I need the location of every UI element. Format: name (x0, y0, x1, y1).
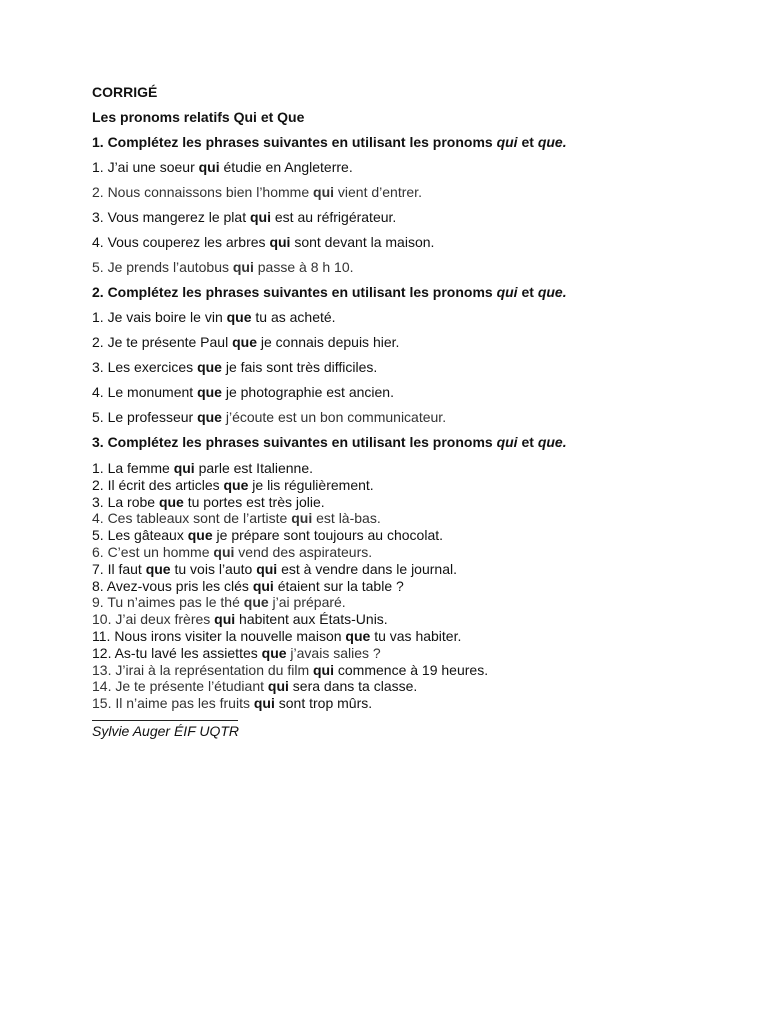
exercise-sentence: 4. Vous couperez les arbres qui sont devant la maison. (92, 234, 435, 250)
answer-key-document (92, 84, 732, 739)
exercise-sentence: 1. La femme qui parle est Italienne. (92, 460, 313, 476)
exercise-sentence: 4. Ces tableaux sont de l’artiste qui est là-bas. (92, 510, 381, 527)
exercise-sentence: 6. C’est un homme qui vend des aspirateurs. (92, 543, 373, 560)
exercise-sentence: 8. Avez-vous pris les clés qui étaient sur la table ? (92, 577, 404, 594)
exercise-sentence: 5. Le professeur que j’écoute est un bon communicateur. (92, 409, 447, 425)
exercise-sentence: 5. Les gâteaux que je prépare sont toujours au chocolat. (92, 527, 444, 544)
exercise-sentence: 10. J’ai deux frères qui habitent aux États-Unis. (92, 611, 388, 628)
exercise-sentence: 14. Je te présente l’étudiant qui sera dans ta classe. (92, 678, 418, 695)
exercise-instruction: 3. Complétez les phrases suivantes en utilisant les pronoms qui et que. (92, 434, 567, 450)
exercise-section-1 (92, 134, 732, 275)
exercise-sentence: 4. Le monument que je photographie est ancien. (92, 384, 394, 400)
exercise-sentence: 2. Je te présente Paul que je connais depuis hier. (92, 334, 400, 350)
exercise-instruction: 2. Complétez les phrases suivantes en utilisant les pronoms qui et que. (92, 284, 567, 300)
exercise-instruction: 1. Complétez les phrases suivantes en utilisant les pronoms qui et que. (92, 134, 567, 150)
exercise-sentence: 5. Je prends l’autobus qui passe à 8 h 10. (92, 259, 354, 275)
author-signature: Sylvie Auger ÉIF UQTR (92, 722, 240, 739)
exercise-sentence: 2. Nous connaissons bien l’homme qui vient d’entrer. (92, 184, 422, 200)
exercise-sentence: 9. Tu n’aimes pas le thé que j’ai préparé. (92, 594, 346, 611)
exercise-sentence: 15. Il n’aime pas les fruits qui sont trop mûrs. (92, 695, 373, 712)
document-subtitle: Les pronoms relatifs Qui et Que (92, 109, 305, 125)
signature-divider (92, 720, 238, 721)
exercise-section-3 (92, 434, 732, 712)
exercise-sentence: 13. J’irai à la représentation du film qui commence à 19 heures. (92, 661, 489, 678)
exercise-sentence: 3. La robe que tu portes est très jolie. (92, 493, 325, 510)
exercise-sentence: 3. Vous mangerez le plat qui est au réfrigérateur. (92, 209, 397, 225)
exercise-sentence: 12. As-tu lavé les assiettes que j’avais salies ? (92, 644, 381, 661)
exercise-sentence: 7. Il faut que tu vois l’auto qui est à vendre dans le journal. (92, 560, 457, 577)
document-title: CORRIGÉ (92, 84, 158, 100)
exercise-section-2 (92, 284, 732, 425)
exercise-sentence: 3. Les exercices que je fais sont très difficiles. (92, 359, 378, 375)
exercise-sentence: 2. Il écrit des articles que je lis régulièrement. (92, 476, 374, 493)
exercise-sentence: 11. Nous irons visiter la nouvelle maison que tu vas habiter. (92, 627, 462, 644)
exercise-sentence: 1. Je vais boire le vin que tu as acheté. (92, 309, 336, 325)
exercise-sentence: 1. J’ai une soeur qui étudie en Angleterre. (92, 159, 353, 175)
